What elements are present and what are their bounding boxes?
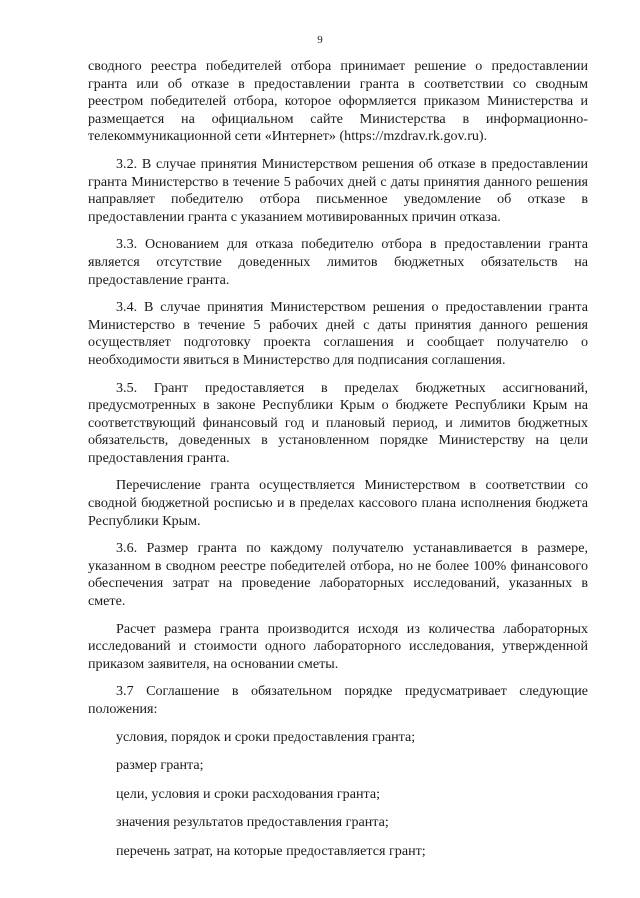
paragraph-calculation: Расчет размера гранта производится исходя из количества лабораторных исследований и стоимости одного лабораторного исследования, утвержденной приказом заявителя, на основании сметы. [88, 620, 588, 672]
paragraph-3-2: 3.2. В случае принятия Министерством решения об отказе в предоставлении гранта Министерство в течение 5 рабочих дней с даты принятия данного решения направляет победителю отбора письменное уведомление об отказе в предоставлении гранта с указанием мотивированных причин отказа. [88, 155, 588, 225]
list-item: значения результатов предоставления гранта; [116, 814, 389, 831]
paragraph-3-6: 3.6. Размер гранта по каждому получателю устанавливается в размере, указанном в сводном реестре победителей отбора, но не более 100% финансового обеспечения затрат на проведение лабораторных исследований, указанных в смете. [88, 540, 588, 610]
list-item: цели, условия и сроки расходования гранта; [116, 785, 381, 802]
page-number: 9 [317, 34, 323, 46]
paragraph-3-4: 3.4. В случае принятия Министерством решения о предоставлении гранта Министерство в течение 5 рабочих дней с даты принятия данного решения осуществляет подготовку проекта соглашения и сообщает получателю о необходимости явиться в Министерство для подписания соглашения. [88, 299, 588, 368]
paragraph-3-3: 3.3. Основанием для отказа победителю отбора в предоставлении гранта является отсутствие доведенных лимитов бюджетных обязательств на предоставление гранта. [88, 236, 588, 288]
paragraph-3-7: 3.7 Соглашение в обязательном порядке предусматривает следующие положения: [88, 683, 588, 717]
paragraph-3-5: 3.5. Грант предоставляется в пределах бюджетных ассигнований, предусмотренных в законе Республики Крым о бюджете Республики Крым на соответствующий финансовый год и плановый период, и лимитов бюджетных обязательств, доведенных в установленном порядке Министерству на цели предоставления гранта. [88, 379, 588, 466]
list-item: перечень затрат, на которые предоставляется грант; [116, 842, 426, 859]
provisions-list [88, 729, 588, 861]
list-item: условия, порядок и сроки предоставления гранта; [116, 728, 416, 745]
paragraph-continuation: сводного реестра победителей отбора принимает решение о предоставлении гранта или об отказе в предоставлении гранта в соответствии со сводным реестром победителей отбора, которое оформляется приказом Министерства и размещается на официальном сайте Министерства в информационно-телекоммуникационной сети «Интернет» (https://mzdrav.rk.gov.ru). [88, 58, 588, 145]
document-body [88, 58, 588, 861]
list-item: размер гранта; [116, 757, 204, 774]
paragraph-transfer: Перечисление гранта осуществляется Министерством в соответствии со сводной бюджетной росписью и в пределах кассового плана исполнения бюджета Республики Крым. [88, 477, 588, 529]
